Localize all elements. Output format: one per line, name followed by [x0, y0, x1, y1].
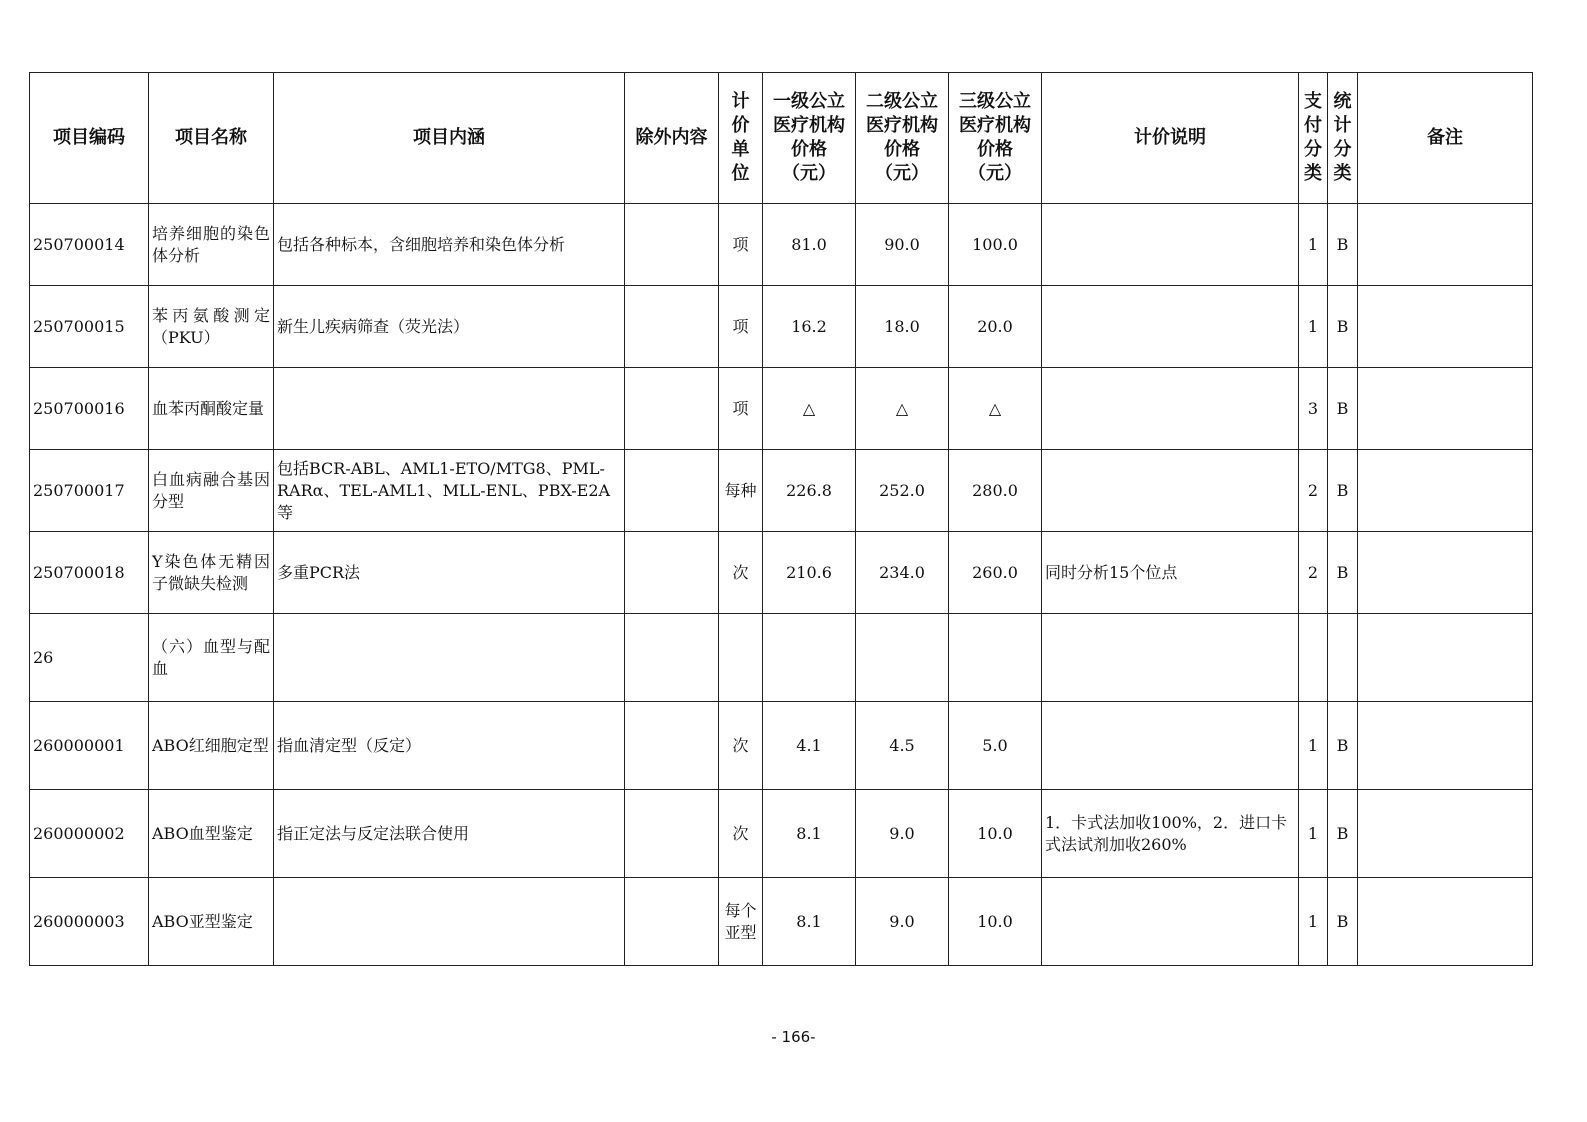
cell-exclusion	[625, 532, 719, 614]
header-price1: 一级公立医疗机构价格（元）	[773, 91, 845, 184]
cell-price3: 10.0	[949, 790, 1042, 878]
cell-price3: △	[949, 368, 1042, 450]
cell-note: 同时分析15个位点	[1042, 532, 1299, 614]
cell-price2	[856, 614, 949, 702]
cell-price3	[949, 614, 1042, 702]
cell-price3: 100.0	[949, 204, 1042, 286]
cell-exclusion	[625, 204, 719, 286]
header-price2-cell	[856, 73, 949, 204]
cell-note	[1042, 204, 1299, 286]
cell-name: 血苯丙酮酸定量	[149, 368, 274, 450]
cell-code: 26	[30, 614, 149, 702]
cell-stat: B	[1328, 702, 1358, 790]
cell-price2: 252.0	[856, 450, 949, 532]
cell-stat: B	[1328, 532, 1358, 614]
cell-note	[1042, 878, 1299, 966]
cell-stat: B	[1328, 450, 1358, 532]
cell-remark	[1358, 790, 1533, 878]
cell-unit: 项	[719, 286, 763, 368]
cell-name: ABO血型鉴定	[149, 790, 274, 878]
cell-pay: 3	[1299, 368, 1328, 450]
header-remark: 备注	[1358, 73, 1533, 204]
cell-name: 培养细胞的染色体分析	[149, 204, 274, 286]
table-row	[30, 368, 1533, 450]
cell-unit: 每种	[719, 450, 763, 532]
cell-stat: B	[1328, 204, 1358, 286]
header-price1-cell	[763, 73, 856, 204]
cell-name: 白血病融合基因分型	[149, 450, 274, 532]
cell-note	[1042, 614, 1299, 702]
cell-unit	[719, 614, 763, 702]
cell-content: 包括BCR-ABL、AML1-ETO/MTG8、PML-RARα、TEL-AML1、MLL-ENL、PBX-E2A等	[274, 450, 625, 532]
cell-remark	[1358, 532, 1533, 614]
cell-price2: 18.0	[856, 286, 949, 368]
cell-unit: 次	[719, 790, 763, 878]
cell-code: 250700018	[30, 532, 149, 614]
cell-pay: 1	[1299, 878, 1328, 966]
table-row	[30, 702, 1533, 790]
cell-note: 1．卡式法加收100%，2．进口卡式法试剂加收260%	[1042, 790, 1299, 878]
price-table	[29, 72, 1533, 966]
cell-remark	[1358, 614, 1533, 702]
cell-code: 260000002	[30, 790, 149, 878]
header-price2: 二级公立医疗机构价格（元）	[866, 91, 938, 184]
cell-exclusion	[625, 286, 719, 368]
cell-code: 250700016	[30, 368, 149, 450]
cell-pay: 2	[1299, 450, 1328, 532]
cell-price1	[763, 614, 856, 702]
cell-code: 260000003	[30, 878, 149, 966]
cell-price1: 4.1	[763, 702, 856, 790]
table-row	[30, 878, 1533, 966]
header-price3: 三级公立医疗机构价格（元）	[959, 91, 1031, 184]
cell-price3: 10.0	[949, 878, 1042, 966]
header-unit-cell	[719, 73, 763, 204]
cell-price1: 8.1	[763, 878, 856, 966]
cell-price2: 9.0	[856, 878, 949, 966]
cell-stat: B	[1328, 368, 1358, 450]
cell-content: 指血清定型（反定）	[274, 702, 625, 790]
cell-note	[1042, 286, 1299, 368]
cell-name: （六）血型与配血	[149, 614, 274, 702]
header-note: 计价说明	[1042, 73, 1299, 204]
cell-price2: △	[856, 368, 949, 450]
cell-pay: 1	[1299, 204, 1328, 286]
cell-stat: B	[1328, 878, 1358, 966]
cell-note	[1042, 450, 1299, 532]
header-pay: 支付分类	[1303, 91, 1322, 184]
table-row	[30, 450, 1533, 532]
cell-unit: 次	[719, 532, 763, 614]
cell-name: ABO亚型鉴定	[149, 878, 274, 966]
cell-pay: 1	[1299, 286, 1328, 368]
cell-price1: 81.0	[763, 204, 856, 286]
cell-name: ABO红细胞定型	[149, 702, 274, 790]
cell-content: 多重PCR法	[274, 532, 625, 614]
cell-pay: 2	[1299, 532, 1328, 614]
header-stat-cell	[1328, 73, 1358, 204]
cell-content: 指正定法与反定法联合使用	[274, 790, 625, 878]
cell-code: 250700014	[30, 204, 149, 286]
cell-remark	[1358, 450, 1533, 532]
cell-stat: B	[1328, 286, 1358, 368]
cell-price1: 8.1	[763, 790, 856, 878]
cell-price3: 280.0	[949, 450, 1042, 532]
cell-name: Y染色体无精因子微缺失检测	[149, 532, 274, 614]
header-exclusion: 除外内容	[625, 73, 719, 204]
table-row	[30, 286, 1533, 368]
cell-price1: 16.2	[763, 286, 856, 368]
header-row	[30, 73, 1533, 204]
header-name: 项目名称	[149, 73, 274, 204]
cell-remark	[1358, 878, 1533, 966]
cell-exclusion	[625, 450, 719, 532]
section-row	[30, 614, 1533, 702]
table-row	[30, 790, 1533, 878]
header-code: 项目编码	[30, 73, 149, 204]
cell-price2: 4.5	[856, 702, 949, 790]
cell-pay	[1299, 614, 1328, 702]
header-content: 项目内涵	[274, 73, 625, 204]
table-row	[30, 204, 1533, 286]
cell-exclusion	[625, 614, 719, 702]
cell-price2: 234.0	[856, 532, 949, 614]
cell-price3: 260.0	[949, 532, 1042, 614]
cell-content: 包括各种标本，含细胞培养和染色体分析	[274, 204, 625, 286]
cell-remark	[1358, 286, 1533, 368]
cell-exclusion	[625, 790, 719, 878]
cell-exclusion	[625, 878, 719, 966]
cell-exclusion	[625, 702, 719, 790]
cell-remark	[1358, 204, 1533, 286]
cell-price1: △	[763, 368, 856, 450]
cell-price2: 90.0	[856, 204, 949, 286]
header-price3-cell	[949, 73, 1042, 204]
header-pay-cell	[1299, 73, 1328, 204]
cell-content: 新生儿疾病筛查（荧光法）	[274, 286, 625, 368]
cell-content	[274, 614, 625, 702]
cell-note	[1042, 702, 1299, 790]
header-unit: 计价单位	[731, 91, 750, 184]
header-stat: 统计分类	[1333, 91, 1352, 184]
cell-unit: 项	[719, 368, 763, 450]
cell-price3: 5.0	[949, 702, 1042, 790]
cell-code: 250700017	[30, 450, 149, 532]
cell-unit: 次	[719, 702, 763, 790]
cell-price1: 210.6	[763, 532, 856, 614]
cell-content	[274, 368, 625, 450]
cell-pay: 1	[1299, 790, 1328, 878]
cell-unit: 项	[719, 204, 763, 286]
table-row	[30, 532, 1533, 614]
cell-note	[1042, 368, 1299, 450]
page-number: - 166-	[771, 1028, 816, 1046]
cell-remark	[1358, 702, 1533, 790]
cell-code: 250700015	[30, 286, 149, 368]
cell-exclusion	[625, 368, 719, 450]
cell-content	[274, 878, 625, 966]
cell-code: 260000001	[30, 702, 149, 790]
cell-price2: 9.0	[856, 790, 949, 878]
cell-stat	[1328, 614, 1358, 702]
cell-price3: 20.0	[949, 286, 1042, 368]
cell-name: 苯丙氨酸测定（PKU）	[149, 286, 274, 368]
cell-remark	[1358, 368, 1533, 450]
cell-stat: B	[1328, 790, 1358, 878]
cell-unit: 每个亚型	[719, 878, 763, 966]
cell-pay: 1	[1299, 702, 1328, 790]
cell-price1: 226.8	[763, 450, 856, 532]
